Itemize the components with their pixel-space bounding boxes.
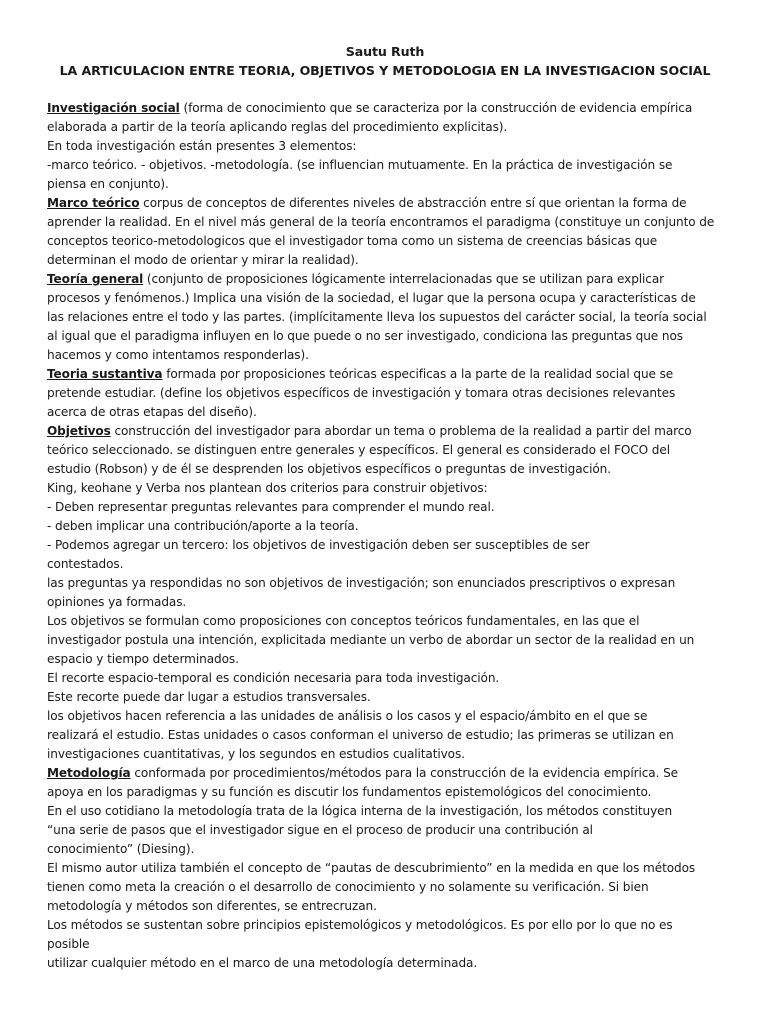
line-text: pretende estudiar. (define los objetivos específicos de investigación y tomara otras decisiones relevantes — [47, 386, 676, 400]
line-text: En toda investigación están presentes 3 elementos: — [47, 139, 357, 153]
line-text: corpus de conceptos de diferentes niveles de abstracción entre sí que orientan la forma de — [139, 196, 687, 210]
line-text: opiniones ya formadas. — [47, 595, 187, 609]
body-line — [47, 460, 723, 479]
body-line — [47, 403, 723, 422]
body-line — [47, 194, 723, 213]
body-line — [47, 441, 723, 460]
body-line — [47, 327, 723, 346]
line-text: - deben implicar una contribución/aporte a la teoría. — [47, 519, 359, 533]
line-text: determinan el modo de orientar y mirar la realidad). — [47, 253, 359, 267]
line-text: estudio (Robson) y de él se desprenden los objetivos específicos o preguntas de investigación. — [47, 462, 611, 476]
line-text: contestados. — [47, 557, 124, 571]
line-text: conformada por procedimientos/métodos para la construcción de la evidencia empírica. Se — [130, 766, 678, 780]
body-line — [47, 365, 723, 384]
body-line — [47, 99, 723, 118]
line-text: aprender la realidad. En el nivel más general de la teoría encontramos el paradigma (constituye un conjunto de — [47, 215, 715, 229]
line-text: - Podemos agregar un tercero: los objetivos de investigación deben ser susceptibles de ser — [47, 538, 590, 552]
line-text: En el uso cotidiano la metodología trata de la lógica interna de la investigación, los métodos constituyen — [47, 804, 673, 818]
line-text: piensa en conjunto). — [47, 177, 169, 191]
line-text: construcción del investigador para abordar un tema o problema de la realidad a partir del marco — [110, 424, 692, 438]
body-line — [47, 726, 723, 745]
body-line — [47, 175, 723, 194]
body-line — [47, 745, 723, 764]
defined-term: Investigación social — [47, 101, 180, 115]
body-line — [47, 479, 723, 498]
body-line — [47, 764, 723, 783]
body-line — [47, 384, 723, 403]
body-line — [47, 954, 723, 973]
body-line — [47, 251, 723, 270]
body-line — [47, 878, 723, 897]
body-line — [47, 840, 723, 859]
line-text: metodología y métodos son diferentes, se entrecruzan. — [47, 899, 377, 913]
body-line — [47, 346, 723, 365]
document-body — [47, 99, 723, 973]
line-text: (conjunto de proposiciones lógicamente interrelacionadas que se utilizan para explicar — [143, 272, 665, 286]
defined-term: Teoria sustantiva — [47, 367, 163, 381]
line-text: posible — [47, 937, 90, 951]
line-text: hacemos y como intentamos responderlas). — [47, 348, 309, 362]
body-line — [47, 289, 723, 308]
line-text: investigador postula una intención, explicitada mediante un verbo de abordar un sector de la realidad en un — [47, 633, 695, 647]
body-line — [47, 156, 723, 175]
body-line — [47, 688, 723, 707]
line-text: espacio y tiempo determinados. — [47, 652, 239, 666]
document-title: LA ARTICULACION ENTRE TEORIA, OBJETIVOS Y METODOLOGIA EN LA INVESTIGACION SOCIAL — [59, 63, 711, 78]
line-text: las preguntas ya respondidas no son objetivos de investigación; son enunciados prescriptivos o expresan — [47, 576, 676, 590]
line-text: tienen como meta la creación o el desarrollo de conocimiento y no solamente su verificación. Si bien — [47, 880, 649, 894]
line-text: -marco teórico. - objetivos. -metodología. (se influencian mutuamente. En la práctica de investigación se — [47, 158, 673, 172]
line-text: conceptos teorico-metodologicos que el investigador toma como un sistema de creencias básicas que — [47, 234, 658, 248]
body-line — [47, 137, 723, 156]
body-line — [47, 574, 723, 593]
line-text: Este recorte puede dar lugar a estudios transversales. — [47, 690, 371, 704]
line-text: al igual que el paradigma influyen en lo que puede o no ser investigado, condiciona las preguntas que nos — [47, 329, 683, 343]
body-line — [47, 935, 723, 954]
defined-term: Marco teórico — [47, 196, 140, 210]
body-line — [47, 308, 723, 327]
line-text: formada por proposiciones teóricas especificas a la parte de la realidad social que se — [162, 367, 674, 381]
defined-term: Teoría general — [47, 272, 144, 286]
body-line — [47, 612, 723, 631]
body-line — [47, 232, 723, 251]
line-text: apoya en los paradigmas y su función es discutir los fundamentos epistemológicos del conocimiento. — [47, 785, 652, 799]
body-line — [47, 517, 723, 536]
line-text: King, keohane y Verba nos plantean dos criterios para construir objetivos: — [47, 481, 488, 495]
line-text: investigaciones cuantitativas, y los segundos en estudios cualitativos. — [47, 747, 465, 761]
line-text: (forma de conocimiento que se caracteriza por la construcción de evidencia empírica — [179, 101, 693, 115]
line-text: procesos y fenómenos.) Implica una visión de la sociedad, el lugar que la persona ocupa y características de — [47, 291, 696, 305]
body-line — [47, 270, 723, 289]
line-text: las relaciones entre el todo y las partes. (implícitamente lleva los supuestos del carácter social, la teoría social — [47, 310, 707, 324]
line-text: utilizar cualquier método en el marco de una metodología determinada. — [47, 956, 478, 970]
line-text: “una serie de pasos que el investigador sigue en el proceso de producir una contribución al — [47, 823, 593, 837]
body-line — [47, 783, 723, 802]
body-line — [47, 631, 723, 650]
body-line — [47, 916, 723, 935]
line-text: acerca de otras etapas del diseño). — [47, 405, 257, 419]
defined-term: Metodología — [47, 766, 131, 780]
body-line — [47, 593, 723, 612]
line-text: los objetivos hacen referencia a las unidades de análisis o los casos y el espacio/ámbito en el que se — [47, 709, 648, 723]
body-line — [47, 859, 723, 878]
document-page — [47, 42, 723, 973]
body-line — [47, 707, 723, 726]
body-line — [47, 821, 723, 840]
body-line — [47, 669, 723, 688]
body-line — [47, 422, 723, 441]
line-text: teórico seleccionado. se distinguen entre generales y específicos. El general es considerado el FOCO del — [47, 443, 670, 457]
line-text: El mismo autor utiliza también el concepto de “pautas de descubrimiento” en la medida en que los métodos — [47, 861, 696, 875]
body-line — [47, 555, 723, 574]
body-line — [47, 650, 723, 669]
line-text: Los métodos se sustentan sobre principios epistemológicos y metodológicos. Es por ello por lo que no es — [47, 918, 673, 932]
line-text: El recorte espacio-temporal es condición necesaria para toda investigación. — [47, 671, 500, 685]
defined-term: Objetivos — [47, 424, 111, 438]
body-line — [47, 897, 723, 916]
body-line — [47, 802, 723, 821]
line-text: realizará el estudio. Estas unidades o casos conforman el universo de estudio; las primeras se utilizan en — [47, 728, 674, 742]
line-text: elaborada a partir de la teoría aplicando reglas del procedimiento explicitas). — [47, 120, 508, 134]
body-line — [47, 536, 723, 555]
author-name: Sautu Ruth — [345, 44, 425, 59]
line-text: conocimiento” (Diesing). — [47, 842, 195, 856]
body-line — [47, 118, 723, 137]
body-line — [47, 213, 723, 232]
line-text: - Deben representar preguntas relevantes para comprender el mundo real. — [47, 500, 495, 514]
body-line — [47, 498, 723, 517]
line-text: Los objetivos se formulan como proposiciones con conceptos teóricos fundamentales, en las que el — [47, 614, 640, 628]
